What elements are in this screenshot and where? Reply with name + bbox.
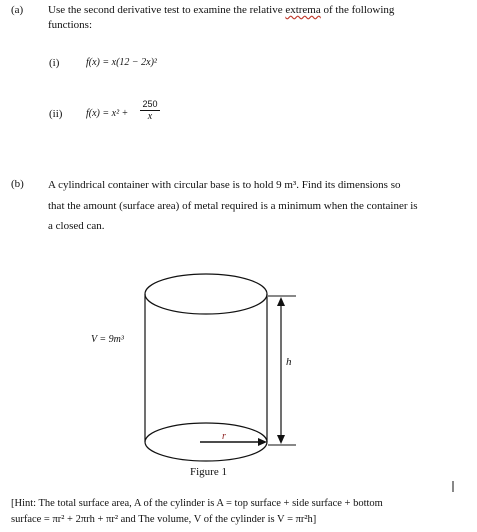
height-arrowhead-top [277,297,285,306]
radius-label: r [222,431,226,442]
part-b-line3: a closed can. [48,220,105,232]
part-b-line1: A cylindrical container with circular base is to hold 9 m³. Find its dimensions so [48,179,401,191]
cylinder-top-ellipse [145,274,267,314]
part-a-prompt-pre: Use the second derivative test to examine the relative [48,4,283,16]
part-b-line2: that the amount (surface area) of metal required is a minimum when the container is [48,199,418,212]
extrema-word: extrema [285,4,321,16]
item-ii-label: (ii) [49,108,63,120]
item-i-expression: f(x) = x(12 − 2x)² [86,57,157,68]
item-i-label: (i) [49,57,60,69]
fraction-numerator: 250 [140,99,160,111]
part-b-label: (b) [11,178,24,190]
part-a-prompt-line2: functions: [48,19,92,31]
figure-caption: Figure 1 [190,466,227,478]
height-arrowhead-bottom [277,435,285,444]
height-label: h [286,356,292,368]
hint-line2: surface = πr² + 2πrh + πr² and The volume, V of the cylinder is V = πr²h] [11,514,317,525]
radius-arrowhead [258,438,267,446]
part-a-label: (a) [11,4,24,16]
part-a-prompt-post: of the following [323,4,395,16]
hint-line1: [Hint: The total surface area, A of the cylinder is A = top surface + side surface + bottom [11,498,383,509]
fraction-denominator: x [147,111,153,122]
item-ii-expression: f(x) = x² + [86,108,129,119]
volume-label: V = 9m³ [91,334,124,345]
